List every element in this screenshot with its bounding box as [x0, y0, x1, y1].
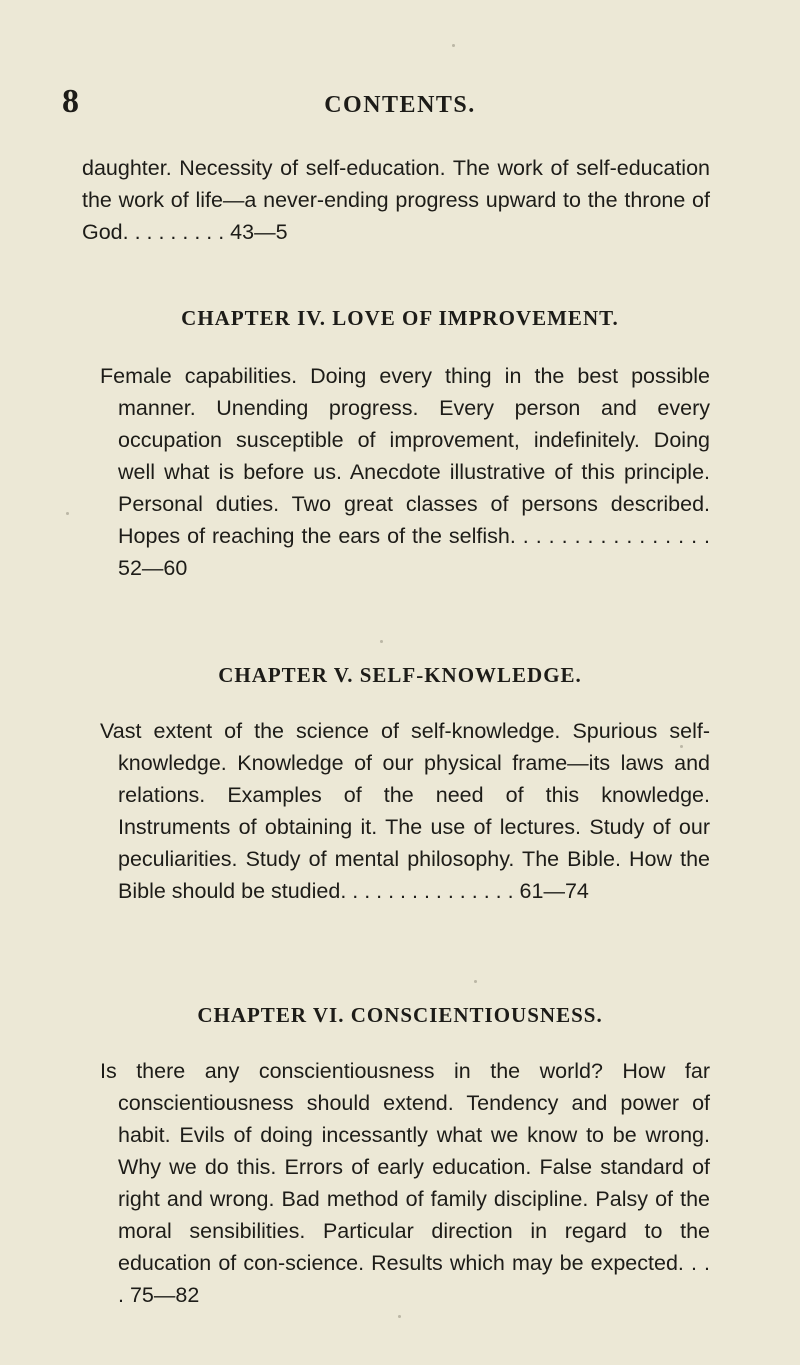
- page-range: 61—74: [519, 879, 589, 903]
- entry-description: Is there any conscientiousness in the world? How far conscientiousness should extend. Tendency and power of habit. Evils of doing incessantly what we know to be wrong. Why we do this. Errors of early education. False standard of right and wrong. Bad method of family discipline. Palsy of the moral sensibilities. Particular direction in regard to the education of con-science. Results which may be expected. . . .: [100, 1059, 710, 1307]
- paper-speck: [680, 745, 683, 748]
- page-number: 8: [62, 83, 79, 120]
- entry-text: [100, 715, 710, 907]
- page-range: 52—60: [118, 556, 188, 580]
- chapter-heading-v: CHAPTER V. SELF-KNOWLEDGE.: [218, 663, 582, 687]
- chapter-heading-vi: CHAPTER VI. CONSCIENTIOUSNESS.: [197, 1003, 603, 1027]
- chapter-entry-v: [100, 715, 710, 907]
- paper-speck: [380, 640, 383, 643]
- continuation-entry: [82, 152, 710, 248]
- entry-text: [100, 1055, 710, 1311]
- chapter-entry-vi: [100, 1055, 710, 1311]
- paper-speck: [398, 1315, 401, 1318]
- entry-description: Female capabilities. Doing every thing in the best possible manner. Unending progress. Every person and every occupation susceptible of improvement, indefinitely. Doing well what is before us. Anecdote illustrative of this principle. Personal duties. Two great classes of persons described. Hopes of reaching the ears of the selfish. . . . . . . . . . . . . . . .: [100, 364, 710, 548]
- page-range: 75—82: [129, 1283, 200, 1307]
- entry-text: [100, 360, 710, 584]
- chapter-heading-iv: CHAPTER IV. LOVE OF IMPROVEMENT.: [181, 306, 619, 330]
- entry-description: Vast extent of the science of self-knowledge. Spurious self-knowledge. Knowledge of our physical frame—its laws and relations. Examples of the need of this knowledge. Instruments of obtaining it. The use of lectures. Study of our peculiarities. Study of mental philosophy. The Bible. How the Bible should be studied. . . . . . . . . . . . . . .: [100, 719, 710, 903]
- paper-speck: [452, 44, 455, 47]
- running-head: CONTENTS.: [324, 92, 476, 118]
- paper-speck: [474, 980, 477, 983]
- chapter-entry-iv: [100, 360, 710, 584]
- entry-text: [82, 152, 710, 248]
- page-range: 43—5: [230, 220, 288, 244]
- paper-speck: [66, 512, 69, 515]
- entry-description: daughter. Necessity of self-education. The work of self-education the work of life—a never-ending progress upward to the throne of God. . . . . . . . .: [82, 156, 710, 244]
